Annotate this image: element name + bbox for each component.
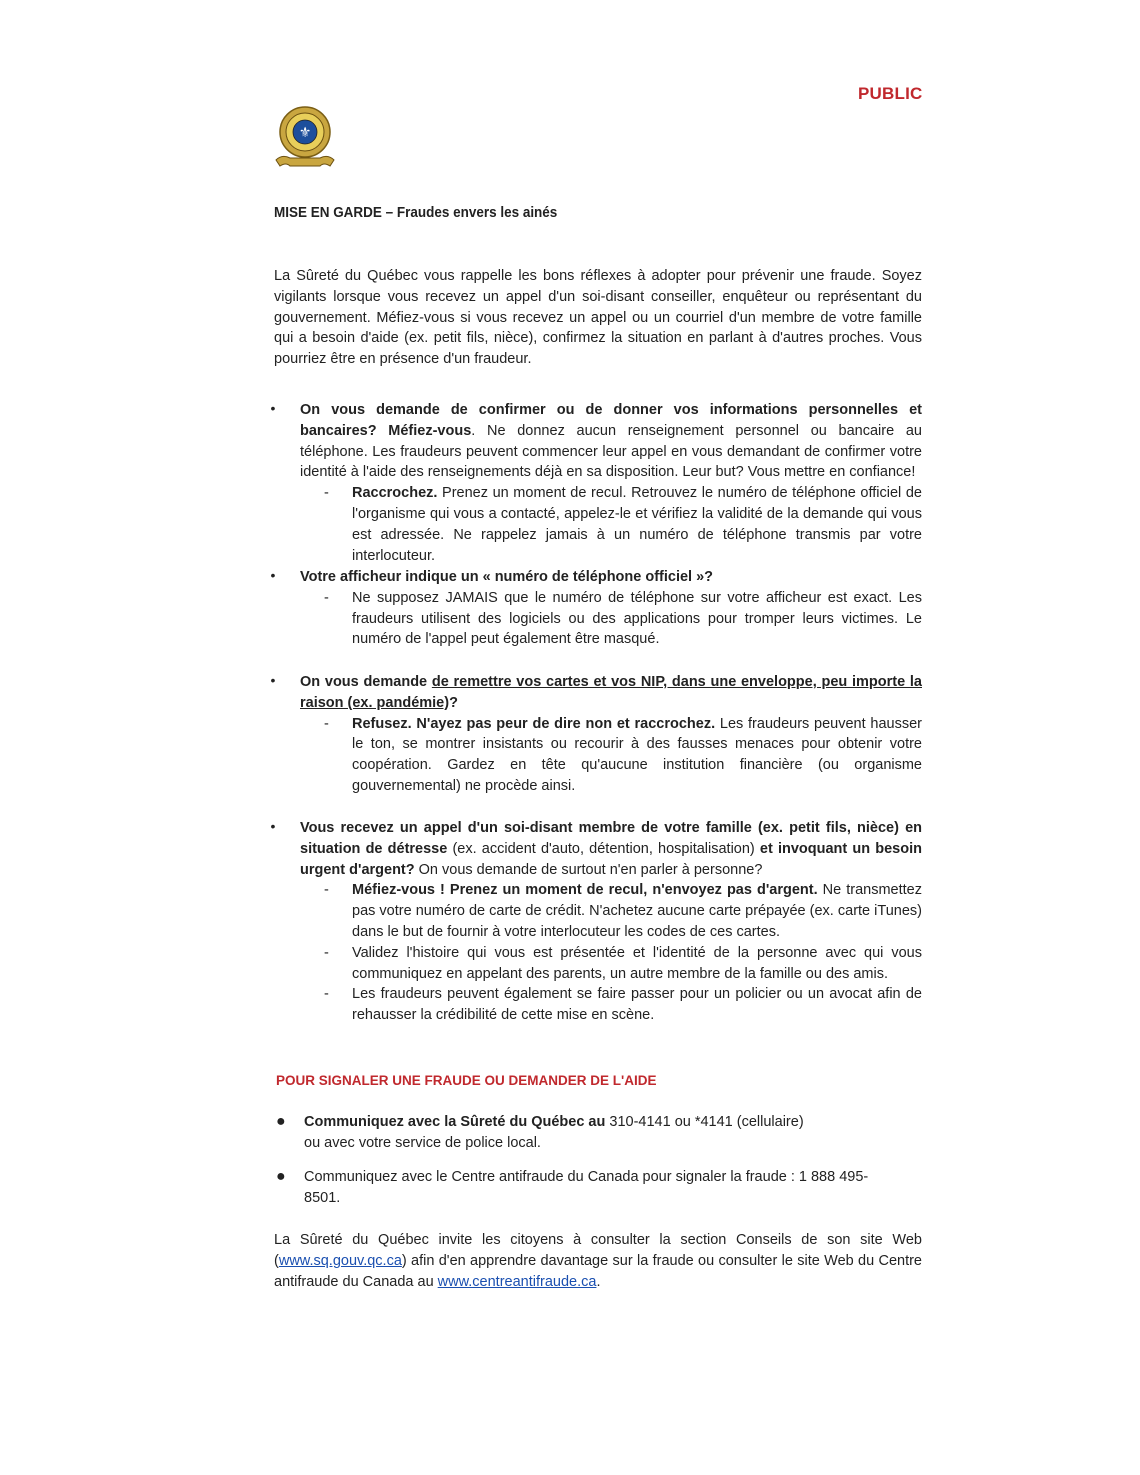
warning-text: On vous demande de surtout n'en parler à personne?: [414, 861, 763, 878]
advice-item: [324, 588, 922, 650]
advice-text: Les fraudeurs peuvent également se faire passer pour un policier ou un avocat afin de rehausser la crédibilité de cette mise en scène.: [352, 986, 922, 1024]
bullet-icon: •: [270, 400, 276, 416]
warning-item-family-emergency: [270, 818, 922, 1026]
warning-text: . Ne donnez aucun renseignement personnel ou bancaire au téléphone. Les fraudeurs peuvent commencer leur appel en vous demandant de confirmer votre identité à l'aide des renseignements déjà en sa disposition. Leur but? Vous mettre en confiance!: [300, 422, 922, 481]
classification-label: PUBLIC: [858, 84, 923, 103]
outro-text: La Sûreté du Québec invite les citoyens à consulter la section Conseils de son site Web (: [274, 1232, 922, 1269]
warning-question-prefix: On vous demande: [300, 674, 432, 690]
outro-text: ) afin d'en apprendre davantage sur la fraude ou consulter le site Web du Centre antifraude du Canada au: [274, 1252, 922, 1290]
warning-question: On vous demande de confirmer ou de donner vos informations personnelles et bancaires?: [300, 402, 922, 439]
bullet-icon: •: [270, 818, 276, 834]
help-item-surete: [276, 1112, 904, 1154]
document-title: MISE EN GARDE – Fraudes envers les ainés: [274, 205, 558, 221]
dash-icon: -: [324, 485, 329, 502]
dash-icon: -: [324, 944, 329, 961]
advice-item: [324, 943, 922, 985]
bullet-icon: •: [270, 672, 276, 688]
advice-lead: Méfiez-vous ! Prenez un moment de recul, n'envoyez pas d'argent.: [352, 882, 818, 899]
help-item-text: Communiquez avec le Centre antifraude du Canada pour signaler la fraude : 1 888 495-8501.: [304, 1169, 869, 1206]
outro-paragraph: [274, 1230, 922, 1292]
warning-question-part: et invoquant un besoin urgent d'argent?: [300, 840, 922, 878]
advice-lead: Refusez. N'ayez pas peur de dire non et raccrochez.: [352, 715, 716, 732]
advice-text: Prenez un moment de recul. Retrouvez le numéro de téléphone officiel de l'organisme qui vous a contacté, appelez-le et vérifiez la validité de la demande qui vous est adressée. Ne rappelez jamais à un numéro de téléphone transmis par votre interlocuteur.: [352, 485, 922, 564]
advice-lead: Raccrochez.: [352, 485, 438, 502]
advice-text: Les fraudeurs peuvent hausser le ton, se montrer insistants ou recourir à des fausses menaces pour obtenir votre coopération. Gardez en tête qu'aucune institution financière (ou organisme gouvernemental) ne procède ainsi.: [352, 715, 922, 794]
bullet-icon: •: [270, 567, 276, 583]
help-section-title: POUR SIGNALER UNE FRAUDE OU DEMANDER DE L'AIDE: [276, 1073, 657, 1088]
surete-du-quebec-badge-icon: [270, 104, 340, 174]
outro-text: .: [596, 1273, 601, 1290]
help-item-antifraud-centre: [276, 1167, 904, 1209]
bullet-icon: ●: [276, 1168, 286, 1185]
help-item-lead: Communiquez avec la Sûreté du Québec au: [304, 1114, 606, 1130]
antifraud-website-link[interactable]: www.centreantifraude.ca: [437, 1273, 597, 1290]
warning-question-underlined: de remettre vos cartes et vos NIP, dans une enveloppe, peu importe la raison (ex. pandémie): [300, 674, 922, 711]
warning-question: Votre afficheur indique un « numéro de téléphone officiel »?: [300, 569, 714, 585]
warning-question-part: Vous recevez un appel d'un soi-disant membre de votre famille (ex. petit fils, nièce) en situation de détresse: [300, 820, 922, 857]
help-item-phone: 310-4141 ou *4141 (cellulaire): [605, 1114, 804, 1130]
warning-question-suffix: ?: [449, 694, 458, 711]
warning-item-cards-pin: [270, 672, 922, 797]
warning-item-personal-info: [270, 400, 922, 566]
advice-item: [324, 984, 922, 1026]
warning-lead: Méfiez-vous: [388, 422, 472, 439]
advice-item: [324, 880, 922, 942]
warning-text: (ex. accident d'auto, détention, hospitalisation): [447, 840, 760, 857]
svg-text:⚜: ⚜: [298, 125, 312, 141]
advice-item: [324, 714, 922, 797]
advice-item: [324, 483, 922, 566]
intro-paragraph: La Sûreté du Québec vous rappelle les bons réflexes à adopter pour prévenir une fraude. Soyez vigilants lorsque vous recevez un appel d'un soi-disant conseiller, enquêteur ou représentant du gouvernement. Méfiez-vous si vous recevez un appel ou un courriel d'un membre de votre famille qui a besoin d'aide (ex. petit fils, nièce), confirmez la situation en parlant à d'autres proches. Vous pourriez être en présence d'un fraudeur.: [274, 268, 922, 368]
warning-item-caller-id: [270, 567, 922, 650]
dash-icon: -: [324, 882, 329, 899]
advice-text: Ne supposez JAMAIS que le numéro de téléphone sur votre afficheur est exact. Les fraudeurs utilisent des logiciels ou des applications pour tromper leurs victimes. Le numéro de l'appel peut également être masqué.: [352, 589, 922, 648]
help-item-text: ou avec votre service de police local.: [304, 1134, 541, 1151]
dash-icon: -: [324, 715, 329, 732]
sq-website-link[interactable]: www.sq.gouv.qc.ca: [278, 1252, 402, 1269]
advice-text: Validez l'histoire qui vous est présentée et l'identité de la personne avec qui vous communiquez en appelant des parents, un autre membre de la famille ou des amis.: [352, 944, 922, 982]
advice-text: Ne transmettez pas votre numéro de carte de crédit. N'achetez aucune carte prépayée (ex. carte iTunes) dans le but de fournir à votre interlocuteur les codes de ces cartes.: [352, 882, 922, 940]
dash-icon: -: [324, 986, 329, 1003]
dash-icon: -: [324, 589, 329, 606]
bullet-icon: ●: [276, 1113, 286, 1130]
